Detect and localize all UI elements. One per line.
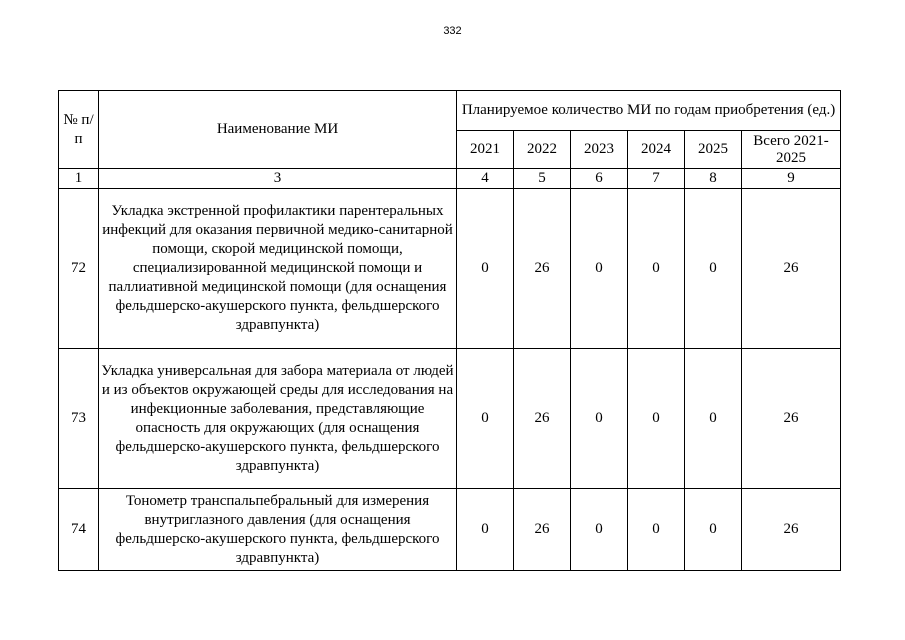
row-value: 0 bbox=[685, 349, 742, 489]
header-row bbox=[59, 91, 841, 131]
header-year: 2023 bbox=[571, 131, 628, 169]
column-index: 5 bbox=[514, 169, 571, 189]
row-value: 0 bbox=[457, 189, 514, 349]
row-name: Тонометр транспальпебральный для измерения внутриглазного давления (для оснащения фельдшерско-акушерского пункта, фельдшерского здравпункта) bbox=[99, 489, 457, 571]
column-index: 9 bbox=[742, 169, 841, 189]
table-row bbox=[59, 349, 841, 489]
header-year: 2024 bbox=[628, 131, 685, 169]
row-name: Укладка универсальная для забора материала от людей и из объектов окружающей среды для исследования на инфекционные заболевания, представляющие опасность для окружающих (для оснащения фельдшерско-акушерского пункта, фельдшерского здравпункта) bbox=[99, 349, 457, 489]
table-row bbox=[59, 489, 841, 571]
column-index-row bbox=[59, 169, 841, 189]
row-num: 72 bbox=[59, 189, 99, 349]
row-value: 0 bbox=[628, 489, 685, 571]
table-row bbox=[59, 189, 841, 349]
row-total: 26 bbox=[742, 489, 841, 571]
row-value: 0 bbox=[457, 349, 514, 489]
column-index: 6 bbox=[571, 169, 628, 189]
row-value: 26 bbox=[514, 489, 571, 571]
equipment-table bbox=[58, 90, 841, 571]
header-planned: Планируемое количество МИ по годам приобретения (ед.) bbox=[457, 91, 841, 131]
header-year: 2021 bbox=[457, 131, 514, 169]
column-index: 7 bbox=[628, 169, 685, 189]
page-number: 332 bbox=[443, 25, 462, 37]
column-index: 4 bbox=[457, 169, 514, 189]
header-year: 2025 bbox=[685, 131, 742, 169]
row-name: Укладка экстренной профилактики парентеральных инфекций для оказания первичной медико-санитарной помощи, скорой медицинской помощи, специализированной медицинской помощи и паллиативной медицинской помощи (для оснащения фельдшерско-акушерского пункта, фельдшерского здравпункта) bbox=[99, 189, 457, 349]
row-num: 73 bbox=[59, 349, 99, 489]
column-index: 3 bbox=[99, 169, 457, 189]
row-value: 0 bbox=[685, 489, 742, 571]
row-value: 0 bbox=[457, 489, 514, 571]
row-value: 26 bbox=[514, 349, 571, 489]
header-year: 2022 bbox=[514, 131, 571, 169]
header-total: Всего 2021-2025 bbox=[742, 131, 841, 169]
header-name: Наименование МИ bbox=[99, 91, 457, 169]
column-index: 1 bbox=[59, 169, 99, 189]
row-value: 0 bbox=[571, 189, 628, 349]
row-value: 0 bbox=[628, 189, 685, 349]
row-value: 0 bbox=[571, 349, 628, 489]
column-index: 8 bbox=[685, 169, 742, 189]
row-num: 74 bbox=[59, 489, 99, 571]
row-value: 26 bbox=[514, 189, 571, 349]
header-num: № п/п bbox=[59, 91, 99, 169]
row-value: 0 bbox=[571, 489, 628, 571]
row-value: 0 bbox=[685, 189, 742, 349]
row-total: 26 bbox=[742, 349, 841, 489]
row-value: 0 bbox=[628, 349, 685, 489]
row-total: 26 bbox=[742, 189, 841, 349]
